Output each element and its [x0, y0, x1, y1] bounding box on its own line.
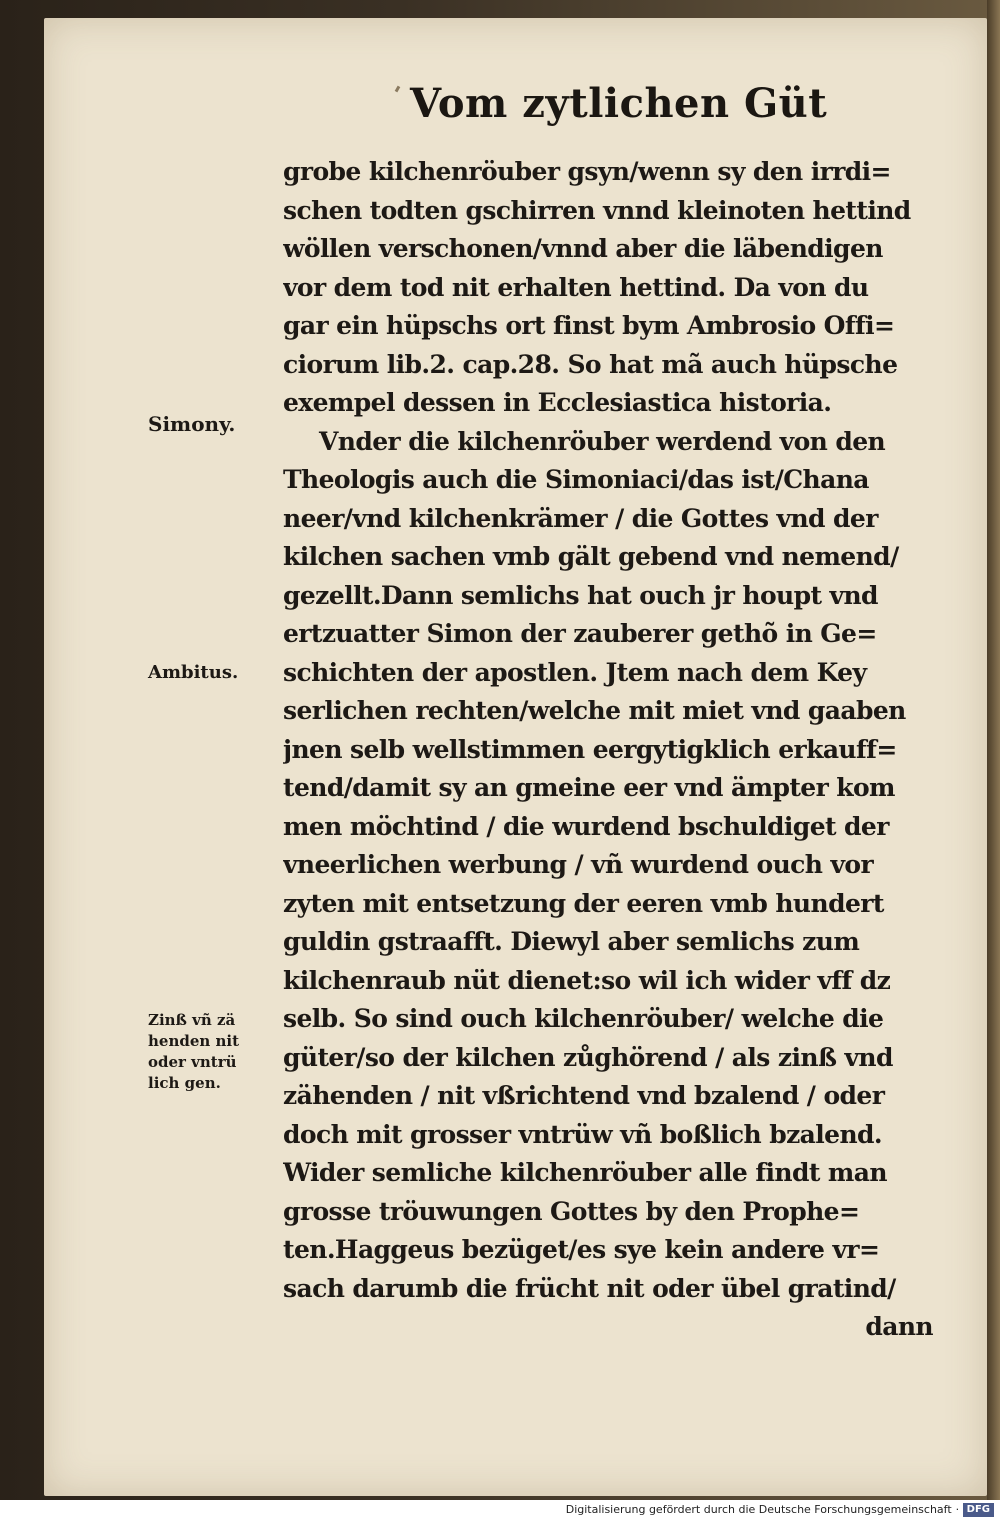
body-text: [283, 153, 963, 1347]
text-line: gar ein hüpschs ort finst bym Ambrosio Offi=: [283, 311, 895, 340]
text-line: serlichen rechten/welche mit miet vnd gaaben: [283, 696, 906, 725]
text-line: doch mit grosser vntrüw vñ boßlich bzalend.: [283, 1119, 883, 1149]
text-line: ten.Haggeus bezüget/es sye kein andere vr=: [283, 1235, 880, 1264]
text-line: vneerlichen werbung / vñ wurdend ouch vor: [283, 850, 874, 879]
text-line: Theologis auch die Simoniaci/das ist/Chana: [283, 465, 869, 494]
text-line: tend/damit sy an gmeine eer vnd ämpter kom: [283, 773, 895, 802]
margin-note-simony: Simony.: [148, 412, 236, 436]
text-line: gezellt.Dann semlichs hat ouch jr houpt vnd: [283, 580, 878, 610]
text-line: wöllen verschonen/vnnd aber die läbendigen: [283, 234, 883, 263]
text-line: selb. So sind ouch kilchenröuber/ welche die: [283, 1004, 884, 1033]
dfg-logo: DFG: [963, 1503, 994, 1517]
margin-note-line: oder vntrü: [148, 1053, 237, 1071]
margin-note-line: lich gen.: [148, 1074, 221, 1092]
digitization-footer: [0, 1500, 1000, 1520]
text-line: Wider semliche kilchenröuber alle findt man: [283, 1158, 887, 1187]
text-line: zyten mit entsetzung der eeren vmb hundert: [283, 888, 884, 918]
text-line: jnen selb wellstimmen eergytigklich erkauff=: [283, 734, 897, 764]
text-line: neer/vnd kilchenkrämer / die Gottes vnd der: [283, 503, 878, 533]
book-edge-shadow: [987, 0, 1000, 1500]
catchword: dann: [865, 1312, 933, 1341]
footer-credit-text: Digitalisierung gefördert durch die Deutsche Forschungsgemeinschaft: [565, 1503, 952, 1516]
text-line: men möchtind / die wurdend bschuldiget der: [283, 811, 889, 841]
footer-separator: ·: [955, 1503, 960, 1516]
text-line: grobe kilchenröuber gsyn/wenn sy den irrdi=: [283, 157, 891, 186]
text-line: zähenden / nit vßrichtend vnd bzalend / oder: [283, 1081, 885, 1110]
text-line: grosse tröuwungen Gottes by den Prophe=: [283, 1196, 860, 1226]
text-line: guldin gstraafft. Diewyl aber semlichs zum: [283, 927, 860, 956]
margin-note-line: henden nit: [148, 1032, 240, 1050]
running-head: Vom zytlichen Güt: [410, 80, 828, 127]
text-line: schen todten gschirren vnnd kleinoten hettind: [283, 195, 911, 225]
text-line: schichten der apostlen. Jtem nach dem Key: [283, 657, 867, 687]
text-line: vor dem tod nit erhalten hettind. Da von du: [283, 272, 869, 302]
margin-note-line: Zinß vñ zä: [148, 1011, 236, 1029]
text-line: ertzuatter Simon der zauberer gethõ in Ge=: [283, 619, 877, 648]
text-line: güter/so der kilchen zůghörend / als zinß vnd: [283, 1042, 893, 1072]
ink-smudge: [395, 86, 401, 93]
margin-note-ambitus: Ambitus.: [148, 662, 239, 683]
text-line: Vnder die kilchenröuber werdend von den: [319, 426, 886, 456]
text-line: kilchen sachen vmb gält gebend vnd nemend/: [283, 542, 899, 571]
text-line: kilchenraub nüt dienet:so wil ich wider vff dz: [283, 965, 891, 995]
text-line: ciorum lib.2. cap.28. So hat mã auch hüpsche: [283, 349, 898, 379]
margin-note-zins: [148, 1010, 239, 1094]
text-line: exempel dessen in Ecclesiastica historia.: [283, 388, 832, 417]
text-line: sach darumb die frücht nit oder übel gratind/: [283, 1273, 896, 1303]
